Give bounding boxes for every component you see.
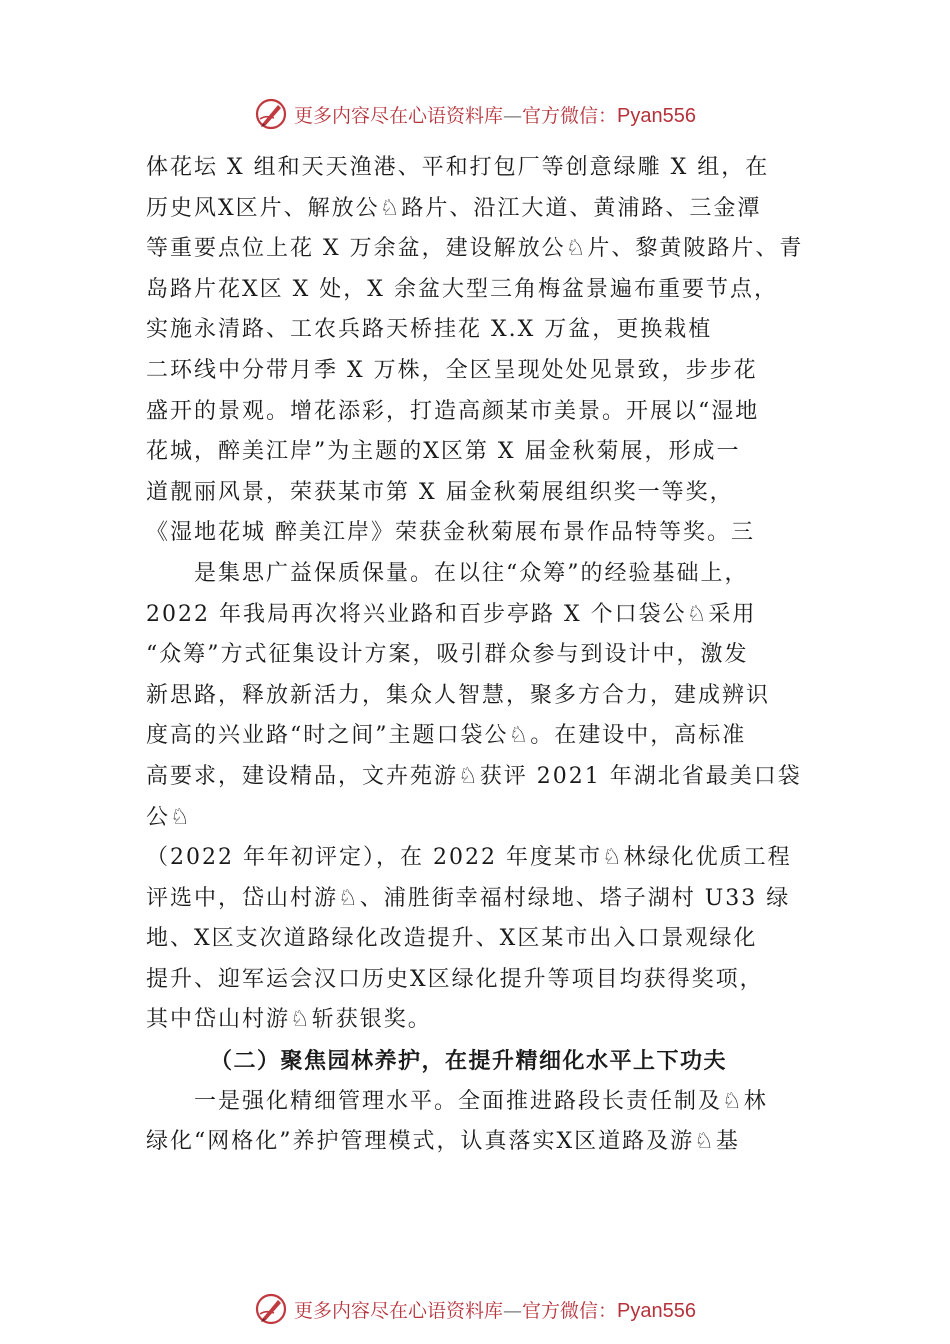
pen-logo-icon (254, 97, 288, 131)
text-line: （2022 年年初评定），在 2022 年度某市♘林绿化优质工程 (146, 845, 792, 871)
header-banner (0, 96, 950, 132)
footer-banner-separator: — (503, 1299, 523, 1322)
text-line: 体花坛 X 组和天天渔港、平和打包厂等创意绿雕 X 组，在 (146, 155, 770, 180)
pen-logo-icon (254, 1292, 288, 1326)
text-line: 花城，醉美江岸”为主题的Ⅹ区第 X 届金秋菊展，形成一 (146, 439, 741, 465)
text-line: 高要求，建设精品，文卉苑游♘获评 2021 年湖北省最美口袋 (146, 763, 802, 789)
text-line: 等重要点位上花 X 万余盆，建设解放公♘片、黎黄陂路片、青 (146, 236, 804, 262)
text-line: 度高的兴业路“时之间”主题口袋公♘。在建设中，高标准 (146, 723, 747, 749)
text-line: 二环线中分带月季 X 万株，全区呈现处处见景致，步步花 (146, 357, 758, 383)
text-line: 评选中，岱山村游♘、浦胜街幸福村绿地、塔子湖村 U33 绿 (146, 885, 791, 911)
text-line: 《湿地花城 醉美江岸》荣获金秋菊展布景作品特等奖。三 (146, 520, 755, 546)
document-body (146, 148, 826, 1163)
header-wechat-label: 官方微信： (522, 104, 618, 127)
text-line: 2022 年我局再次将兴业路和百步亭路 X 个口袋公♘采用 (146, 601, 757, 627)
text-line: 盛开的景观。增花添彩，打造高颜某市美景。开展以“湿地 (146, 398, 760, 424)
text-line: 新思路，释放新活力，集众人智慧，聚多方合力，建成辨识 (146, 682, 771, 708)
text-line: 一是强化精细管理水平。全面推进路段长责任制及♘林 (194, 1088, 768, 1114)
text-line: 岛路片花Ⅹ区 X 处，X 余盆大型三角梅盆景遍布重要节点， (146, 276, 778, 302)
header-banner-separator: — (503, 104, 523, 127)
footer-banner-text (294, 1296, 696, 1323)
header-banner-title: 更多内容尽在心语资料库 (294, 104, 504, 127)
text-line: 公♘ (146, 804, 192, 830)
text-line: 道靓丽风景，荣获某市第 X 届金秋菊展组织奖一等奖， (146, 479, 734, 505)
text-line: 地、Ⅹ区支次道路绿化改造提升、Ⅹ区某市出入口景观绿化 (146, 926, 758, 952)
header-wechat-id: Pyan556 (617, 104, 696, 127)
text-line: “众筹”方式征集设计方案，吸引群众参与到设计中，激发 (146, 642, 749, 668)
header-banner-text (294, 101, 696, 128)
footer-wechat-id: Pyan556 (617, 1299, 696, 1322)
text-line: 实施永清路、工农兵路天桥挂花 X.X 万盆，更换栽植 (146, 317, 713, 343)
text-line: 是集思广益保质保量。在以往“众筹”的经验基础上， (194, 560, 749, 586)
footer-banner (0, 1291, 950, 1327)
text-line: 其中岱山村游♘斩获银奖。 (146, 1007, 432, 1033)
text-line: 历史风Ⅹ区片、解放公♘路片、沿江大道、黄浦路、三金潭 (146, 195, 762, 221)
text-line: 绿化“网格化”养护管理模式，认真落实Ⅹ区道路及游♘基 (146, 1129, 740, 1155)
footer-wechat-label: 官方微信： (522, 1299, 618, 1322)
section-heading: （二）聚焦园林养护，在提升精细化水平上下功夫 (210, 1048, 728, 1075)
text-line: 提升、迎军运会汉口历史Ⅹ区绿化提升等项目均获得奖项， (146, 966, 764, 992)
footer-banner-title: 更多内容尽在心语资料库 (294, 1299, 504, 1322)
